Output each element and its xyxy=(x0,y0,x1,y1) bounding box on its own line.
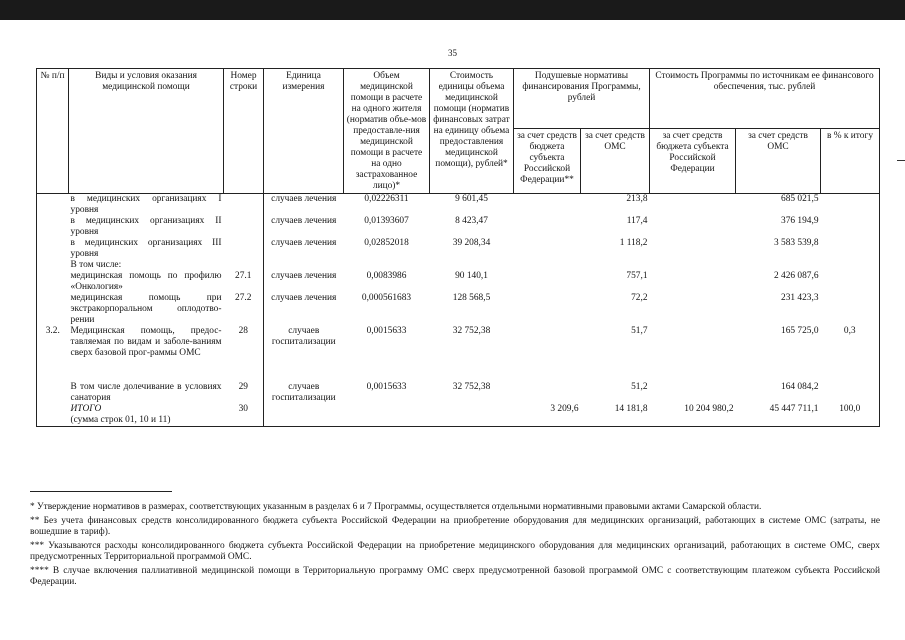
row-pc-oms: 51,2 xyxy=(631,382,648,392)
row-pc-oms: 213,8 xyxy=(626,194,648,204)
row-cost: 90 140,1 xyxy=(455,271,488,281)
row-number: 27.1 xyxy=(235,271,252,281)
row-pg-oms: 165 725,0 xyxy=(781,326,819,336)
header-volume: Объем медицинской помощи в расчете на одного жителя (норматив объе-мов предоставле-ния медицинской помощи в расчете на одно застрахованное лицо)* xyxy=(344,69,430,194)
footnotes xyxy=(30,502,880,591)
header-pc-oms: за счет средств ОМС xyxy=(581,129,650,194)
row-pg-pct: 100,0 xyxy=(821,404,880,427)
footnote: ** Без учета финансовых средств консолидированного бюджета субъекта Российской Федерации на приобретение оборудования для медицинских организаций, работающих в системе ОМС (затраты, не вошедшие в тариф). xyxy=(30,515,880,537)
top-edge-bar xyxy=(0,0,905,20)
row-name: в медицинских организациях I уровня xyxy=(70,194,222,215)
row-num: 3.2. xyxy=(37,326,69,382)
row-name: медицинская помощь при экстракорпоральном оплодотво-рении xyxy=(70,293,222,325)
row-pg-oms: 685 021,5 xyxy=(781,194,819,204)
row-pc-oms: 117,4 xyxy=(626,216,648,226)
total-label: ИТОГО xyxy=(70,404,102,414)
row-pc-oms: 1 118,2 xyxy=(619,238,648,248)
row-unit: случаев лечения xyxy=(264,293,344,326)
row-unit: случаев госпитализации xyxy=(264,382,344,404)
row-cost: 39 208,34 xyxy=(452,238,491,248)
row-cost: 32 752,38 xyxy=(452,326,491,336)
header-pg-pct: в % к итогу xyxy=(821,129,880,194)
table-row xyxy=(37,260,880,271)
row-number: 29 xyxy=(238,382,248,392)
row-name: медицинская помощь по профилю «Онкология» xyxy=(70,271,222,292)
row-pg-oms: 376 194,9 xyxy=(781,216,819,226)
row-number: 30 xyxy=(224,404,264,427)
row-unit: случаев лечения xyxy=(264,194,344,217)
row-pc-oms: 14 181,8 xyxy=(581,404,650,427)
row-pg-oms: 2 426 087,6 xyxy=(773,271,819,281)
footnote: * Утверждение нормативов в размерах, соответствующих указанным в разделах 6 и 7 Программы, осуществляется отдельными нормативными правовыми актами Самарской области. xyxy=(30,502,762,512)
header-pg-oms: за счет средств ОМС xyxy=(736,129,821,194)
row-unit: случаев лечения xyxy=(264,271,344,293)
row-pg-oms: 231 423,3 xyxy=(781,293,819,303)
page-number: 35 xyxy=(448,48,457,58)
row-pc-budget: 3 209,6 xyxy=(514,404,581,427)
row-volume: 0,000561683 xyxy=(361,293,412,303)
margin-mark xyxy=(897,160,905,161)
row-cost: 32 752,38 xyxy=(452,382,491,392)
row-pc-oms: 72,2 xyxy=(631,293,648,303)
row-pc-oms: 757,1 xyxy=(626,271,648,281)
row-cost: 128 568,5 xyxy=(452,293,491,303)
row-number: 27.2 xyxy=(235,293,252,303)
table-row xyxy=(37,382,880,404)
row-pg-oms: 45 447 711,1 xyxy=(736,404,821,427)
row-unit: случаев госпитализации xyxy=(264,326,344,382)
footnote-separator xyxy=(30,491,172,492)
header-cost: Стоимость единицы объема медицинской помощи (норматив финансовых затрат на единицу объема предоставления медицинской помощи), рублей* xyxy=(430,69,514,194)
row-name: В том числе долечивание в условиях санатория xyxy=(70,382,222,403)
header-pg-budget: за счет средств бюджета субъекта Российской Федерации xyxy=(650,129,736,194)
header-pc-budget: за счет средств бюджета субъекта Российской Федерации** xyxy=(514,129,581,194)
total-sublabel: (сумма строк 01, 10 и 11) xyxy=(70,415,171,425)
row-volume: 0,0015633 xyxy=(366,382,407,392)
footnote: **** В случае включения паллиативной медицинской помощи в Территориальную программу ОМС сверх предусмотренной базовой программой ОМС с соответствующим платежом субъекта Российской Федерации. xyxy=(30,565,880,587)
header-row-no: Номер строки xyxy=(224,69,264,194)
row-volume: 0,01393607 xyxy=(364,216,409,226)
row-volume: 0,0015633 xyxy=(366,326,407,336)
row-volume: 0,02226311 xyxy=(364,194,409,204)
row-cost: 9 601,45 xyxy=(455,194,488,204)
table-row xyxy=(37,326,880,382)
row-name: Медицинская помощь, предос-тавляемая по видам и заболе-ваниям сверх базовой прог-раммы ОМС xyxy=(70,326,222,358)
table-row xyxy=(37,271,880,293)
row-name: в медицинских организациях III уровня xyxy=(70,238,222,259)
table-row xyxy=(37,194,880,217)
header-types: Виды и условия оказания медицинской помощи xyxy=(69,69,224,194)
header-unit: Единица измерения xyxy=(264,69,344,194)
row-pg-pct: 0,3 xyxy=(821,326,880,382)
row-unit: случаев лечения xyxy=(264,216,344,238)
row-volume: 0,02852018 xyxy=(364,238,409,248)
row-pg-budget: 10 204 980,2 xyxy=(650,404,736,427)
header-num: № п/п xyxy=(37,69,69,194)
header-program-cost: Стоимость Программы по источникам ее финансового обеспечения, тыс. рублей xyxy=(650,69,880,129)
row-name xyxy=(69,404,224,427)
row-pg-oms: 3 583 539,8 xyxy=(773,238,819,248)
row-unit: случаев лечения xyxy=(264,238,344,260)
row-number: 28 xyxy=(238,326,248,336)
row-pg-oms: 164 084,2 xyxy=(781,382,819,392)
table-row xyxy=(37,293,880,326)
footnote: *** Указываются расходы консолидированного бюджета субъекта Российской Федерации на приобретение медицинского оборудования для медицинских организаций, работающих в системе ОМС, сверх предусмотренных Территориальной программой ОМС. xyxy=(30,540,880,562)
row-volume: 0,0083986 xyxy=(366,271,407,281)
table-row-total xyxy=(37,404,880,427)
program-cost-table xyxy=(36,68,880,427)
row-cost: 8 423,47 xyxy=(455,216,488,226)
row-pc-oms: 51,7 xyxy=(631,326,648,336)
header-per-capita: Подушевые нормативы финансирования Программы, рублей xyxy=(514,69,650,129)
table-row xyxy=(37,238,880,260)
table-row xyxy=(37,216,880,238)
row-name: В том числе: xyxy=(70,260,122,270)
row-name: в медицинских организациях II уровня xyxy=(70,216,222,237)
